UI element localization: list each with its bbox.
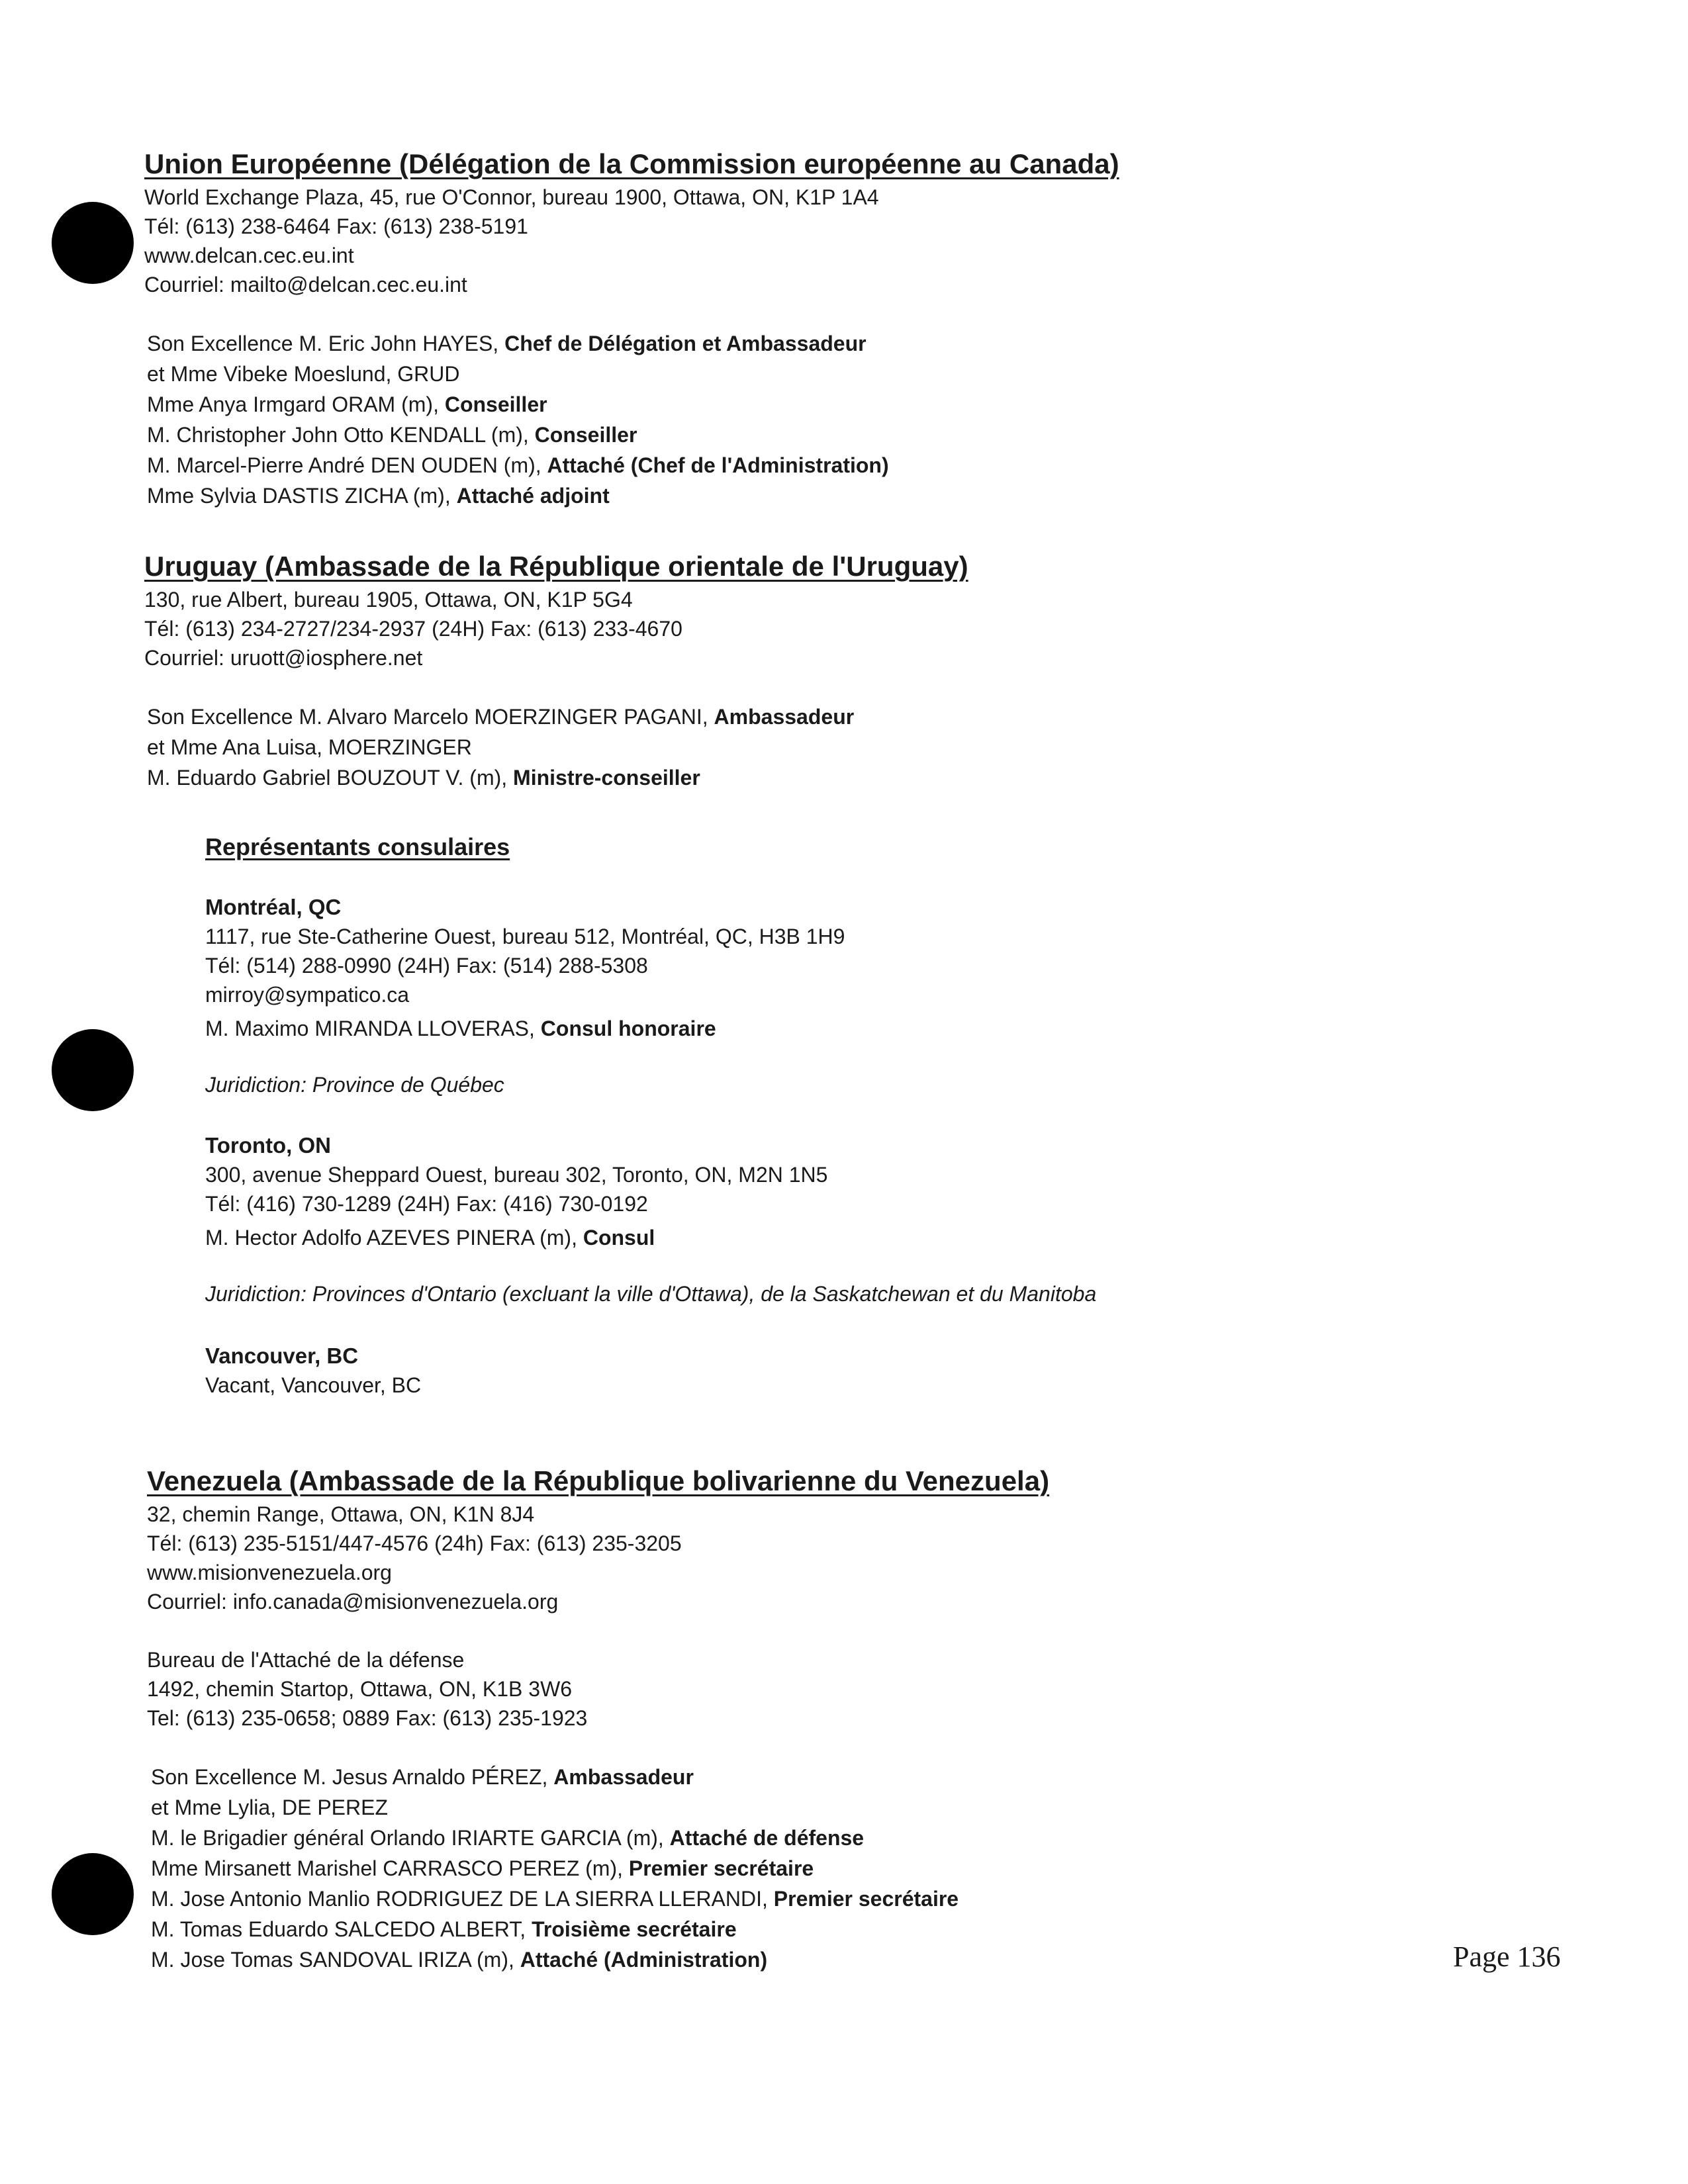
vancouver-address: Vacant, Vancouver, BC <box>205 1373 422 1397</box>
uruguay-email: Courriel: uruott@iosphere.net <box>144 646 423 670</box>
toronto-city: Toronto, ON <box>205 1133 332 1158</box>
punch-hole-top <box>52 202 134 284</box>
toronto-address: 300, avenue Sheppard Ouest, bureau 302, Toronto, ON, M2N 1N5 <box>205 1163 828 1187</box>
venezuela-person: Son Excellence M. Jesus Arnaldo PÉREZ, Ambassadeur <box>151 1765 694 1789</box>
defense-office-title: Bureau de l'Attaché de la défense <box>147 1648 465 1672</box>
uruguay-heading: Uruguay (Ambassade de la République orientale de l'Uruguay) <box>144 551 968 582</box>
uruguay-address: 130, rue Albert, bureau 1905, Ottawa, ON, K1P 5G4 <box>144 588 633 612</box>
venezuela-person: Mme Mirsanett Marishel CARRASCO PEREZ (m), Premier secrétaire <box>151 1856 814 1880</box>
section-venezuela <box>147 1463 1537 1975</box>
montreal-phone: Tél: (514) 288-0990 (24H) Fax: (514) 288-5308 <box>205 954 648 978</box>
venezuela-heading: Venezuela (Ambassade de la République bolivarienne du Venezuela) <box>147 1465 1050 1496</box>
montreal-address: 1117, rue Ste-Catherine Ouest, bureau 512, Montréal, QC, H3B 1H9 <box>205 925 845 948</box>
uruguay-phone: Tél: (613) 234-2727/234-2937 (24H) Fax: (613) 233-4670 <box>144 617 682 641</box>
venezuela-person: M. Tomas Eduardo SALCEDO ALBERT, Troisième secrétaire <box>151 1917 737 1941</box>
venezuela-phone: Tél: (613) 235-5151/447-4576 (24h) Fax: (613) 235-3205 <box>147 1531 682 1555</box>
uruguay-consular <box>205 831 1529 1400</box>
defense-office-phone: Tel: (613) 235-0658; 0889 Fax: (613) 235-1923 <box>147 1706 588 1730</box>
eu-person: M. Marcel-Pierre André DEN OUDEN (m), Attaché (Chef de l'Administration) <box>147 453 889 477</box>
consular-heading: Représentants consulaires <box>205 833 510 860</box>
section-uruguay <box>144 548 1534 793</box>
punch-hole-bottom <box>52 1853 134 1935</box>
eu-website: www.delcan.cec.eu.int <box>144 244 354 267</box>
punch-hole-middle <box>52 1029 134 1111</box>
montreal-email: mirroy@sympatico.ca <box>205 983 410 1007</box>
section-eu <box>144 146 1534 511</box>
toronto-jurisdiction: Juridiction: Provinces d'Ontario (excluant la ville d'Ottawa), de la Saskatchewan et du Manitoba <box>205 1282 1097 1306</box>
page-number: Page 136 <box>1453 1940 1561 1973</box>
venezuela-person: et Mme Lylia, DE PEREZ <box>151 1796 389 1819</box>
uruguay-person: M. Eduardo Gabriel BOUZOUT V. (m), Ministre-conseiller <box>147 766 700 790</box>
montreal-jurisdiction: Juridiction: Province de Québec <box>205 1073 504 1097</box>
eu-heading: Union Européenne (Délégation de la Commission européenne au Canada) <box>144 148 1119 179</box>
montreal-person: M. Maximo MIRANDA LLOVERAS, Consul honoraire <box>205 1017 716 1040</box>
eu-person: Mme Sylvia DASTIS ZICHA (m), Attaché adjoint <box>147 484 610 508</box>
venezuela-email: Courriel: info.canada@misionvenezuela.org <box>147 1590 559 1614</box>
vancouver-city: Vancouver, BC <box>205 1343 359 1368</box>
eu-email: Courriel: mailto@delcan.cec.eu.int <box>144 273 467 296</box>
eu-person: Mme Anya Irmgard ORAM (m), Conseiller <box>147 392 547 416</box>
eu-phone: Tél: (613) 238-6464 Fax: (613) 238-5191 <box>144 214 528 238</box>
eu-person: Son Excellence M. Eric John HAYES, Chef de Délégation et Ambassadeur <box>147 332 867 355</box>
uruguay-person: et Mme Ana Luisa, MOERZINGER <box>147 735 472 759</box>
venezuela-person: M. le Brigadier général Orlando IRIARTE GARCIA (m), Attaché de défense <box>151 1826 865 1850</box>
eu-person: M. Christopher John Otto KENDALL (m), Conseiller <box>147 423 637 447</box>
eu-address: World Exchange Plaza, 45, rue O'Connor, bureau 1900, Ottawa, ON, K1P 1A4 <box>144 185 879 209</box>
toronto-person: M. Hector Adolfo AZEVES PINERA (m), Consul <box>205 1226 655 1250</box>
venezuela-person: M. Jose Tomas SANDOVAL IRIZA (m), Attaché (Administration) <box>151 1948 768 1972</box>
eu-person: et Mme Vibeke Moeslund, GRUD <box>147 362 460 386</box>
venezuela-website: www.misionvenezuela.org <box>147 1561 392 1584</box>
venezuela-address: 32, chemin Range, Ottawa, ON, K1N 8J4 <box>147 1502 535 1526</box>
venezuela-person: M. Jose Antonio Manlio RODRIGUEZ DE LA SIERRA LLERANDI, Premier secrétaire <box>151 1887 959 1911</box>
montreal-city: Montréal, QC <box>205 895 342 919</box>
uruguay-person: Son Excellence M. Alvaro Marcelo MOERZINGER PAGANI, Ambassadeur <box>147 705 855 729</box>
defense-office-address: 1492, chemin Startop, Ottawa, ON, K1B 3W6 <box>147 1677 573 1701</box>
toronto-phone: Tél: (416) 730-1289 (24H) Fax: (416) 730-0192 <box>205 1192 648 1216</box>
